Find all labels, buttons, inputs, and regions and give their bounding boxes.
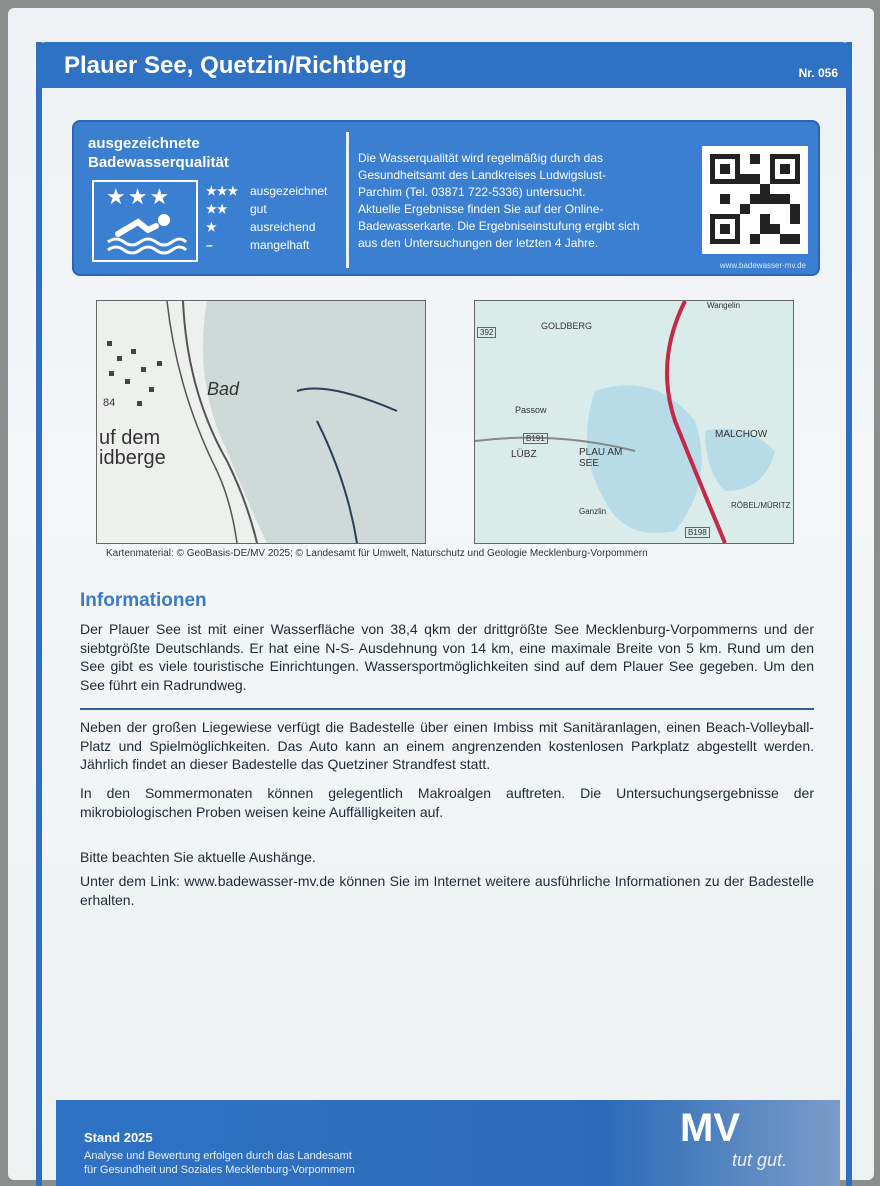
map-label: LÜBZ [511,449,537,460]
qr-code-icon[interactable] [702,146,808,254]
map-label: PLAU AM SEE [579,447,623,469]
mv-logo: MV [680,1106,740,1150]
swimmer-icon [92,180,198,262]
map-label-berge: idberge [99,447,166,469]
map-label-84: 84 [103,397,116,409]
map-label: 392 [477,327,496,338]
info-paragraph: Bitte beachten Sie aktuelle Aushänge. [80,849,316,865]
footer-line: für Gesundheit und Soziales Mecklenburg-Vorpommern [84,1164,355,1176]
map-label: RÖBEL/MÜRITZ [731,501,791,510]
rating-legend [206,184,327,256]
section-title: Informationen [80,590,207,611]
divider [346,132,349,268]
rating-stars: ★★★ [106,184,172,209]
map-label: B191 [523,433,548,444]
divider [80,708,814,710]
map-label: B198 [685,527,710,538]
map-label: Passow [515,405,547,415]
map-label-bad: Bad [207,379,240,399]
legend-row: ★★ gut [206,202,267,216]
footer-line: Analyse und Bewertung erfolgen durch das Landesamt [84,1150,352,1162]
detail-map [96,300,426,544]
overview-map [474,300,794,544]
map-label: GOLDBERG [541,321,593,331]
footer-stand: Stand 2025 [84,1130,153,1145]
legend-row: ★ ausreichend [206,220,316,234]
quality-description: Die Wasserqualität wird regelmäßig durch das Gesundheitsamt des Landkreises Ludwigslust- Parchim (Tel. 03871 722-5336) untersucht. Aktuelle Ergebnisse finden Sie auf der Online- Badewasserkarte. Die Ergebniseinstufung ergibt sich aus den Untersuchungen der letzten 4 Jahre. [358,151,640,250]
legend-row: – mangelhaft [206,238,310,252]
map-label: Wangelin [707,301,741,310]
water-quality-panel [72,120,820,276]
info-paragraph: Unter dem Link: www.badewasser-mv.de können Sie im Internet weitere ausführliche Informationen zu der Badestelle erhalten. [80,873,814,908]
map-credit: Kartenmaterial: © GeoBasis-DE/MV 2025; © Landesamt für Umwelt, Naturschutz und Geologie Mecklenburg-Vorpommern [106,548,648,559]
page-title: Plauer See, Quetzin/Richtberg [64,52,407,79]
quality-heading: ausgezeichnete Badewasserqualität [88,135,229,171]
info-paragraph: Neben der großen Liegewiese verfügt die Badestelle über einen Imbiss mit Sanitäranlagen, einen Beach-Volleyball-Platz und Spielmöglichkeiten. Das Auto kann an einem angrenzenden kostenlosen Parkplatz abgestellt werden. Jährlich findet an dieser Badestelle das Quetziner Strandfest statt. [80,719,814,772]
info-paragraph: In den Sommermonaten können gelegentlich Makroalgen auftreten. Die Untersuchungsergebnisse der mikrobiologischen Proben weisen keine Auffälligkeiten auf. [80,785,814,820]
info-paragraph: Der Plauer See ist mit einer Wasserfläche von 38,4 qkm der drittgrößte See Mecklenburg-Vorpommerns und der siebtgrößte Deutschlands. Er hat eine N-S- Ausdehnung von 14 km, eine maximale Breite von 5 km. Rund um den See gibt es viele touristische Einrichtungen. Wassersportmöglichkeiten sind auf dem Plauer See gegeben. Um den See führt ein Radrundweg. [80,621,814,693]
map-label: MALCHOW [715,429,768,440]
site-number: Nr. 056 [798,66,838,80]
map-label: Ganzlin [579,507,607,516]
legend-row: ★★★ ausgezeichnet [206,184,328,198]
qr-url: www.badewasser-mv.de [719,261,806,270]
slogan: tut gut. [732,1150,788,1170]
map-label-dem: uf dem [99,427,161,449]
